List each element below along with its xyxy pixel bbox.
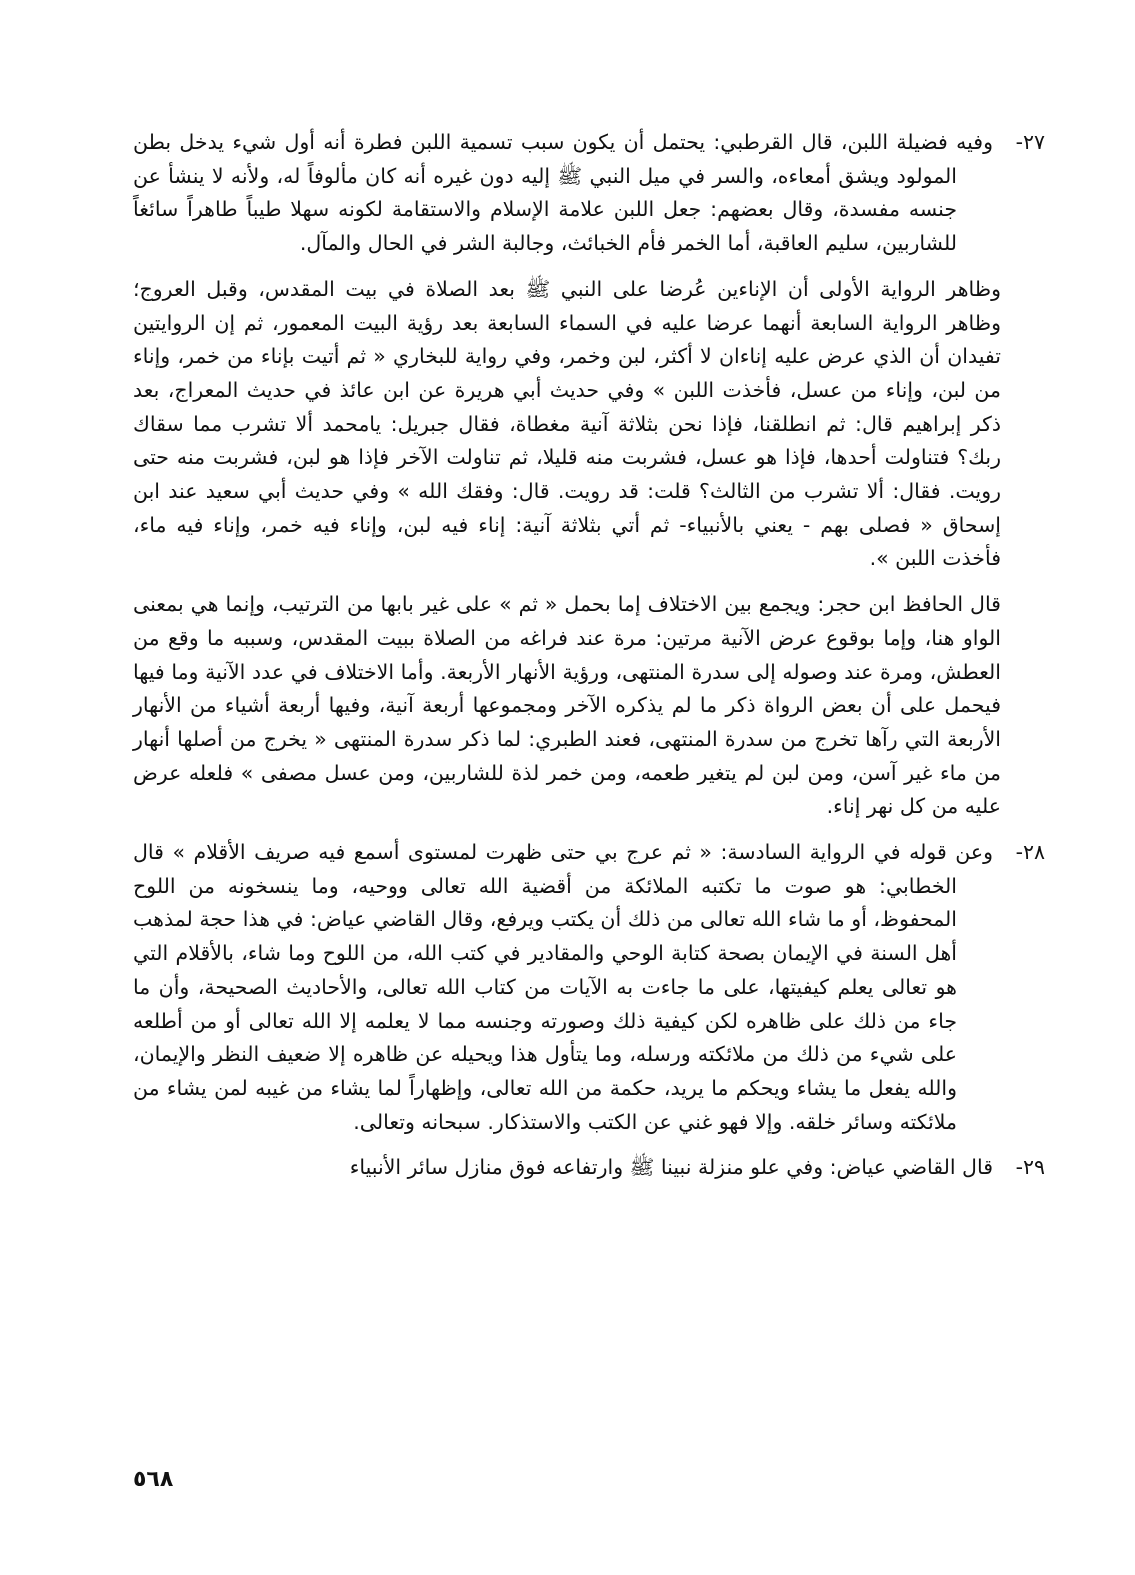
paragraph-ibn-hajar [133,588,1001,824]
paragraph-28: ٢٨-وعن قوله في الرواية السادسة: « ثم عرج بي حتى ظهرت لمستوى أسمع فيه صريف الأقلام » قال الخطابي: هو صوت ما تكتبه الملائكة من أقضية الله تعالى ووحيه، وما ينسخونه من اللوح المحفوظ، أو ما شاء الله تعالى من ذلك أن يكتب ويرفع، وقال القاضي عياض: في هذا حجة لمذهب أهل السنة في الإيمان بصحة كتابة الوحي والمقادير في كتب الله، من اللوح وما شاء، بالأقلام التي هو تعالى يعلم كيفيتها، على ما جاءت به الآيات من كتاب الله تعالى، والأحاديث الصحيحة، وأن ما جاء من ذلك على ظاهره لكن كيفية ذلك وصورته وجنسه مما لا يعلمه إلا الله تعالى أو من أطلعه على شيء من ذلك من ملائكته ورسله، وما يتأول هذا ويحيله عن ظاهره إلا ضعيف النظر والإيمان، والله يفعل ما يشاء ويحكم ما يريد، حكمة من الله تعالى، وإظهاراً لما يشاء من غيبه لمن يشاء من ملائكته وسائر خلقه. وإلا فهو غني عن الكتب والاستذكار. سبحانه وتعالى. [133,840,1045,1134]
page-number: ٥٦٨ [133,1467,174,1492]
paragraph-text: وفيه فضيلة اللبن، قال القرطبي: يحتمل أن يكون سبب تسمية اللبن فطرة أنه أول شيء يدخل بطن المولود ويشق أمعاءه، والسر في ميل النبي ﷺ إليه دون غيره أنه كان مألوفاً له، ولأنه لا ينشأ عن جنسه مفسدة، وقال بعضهم: جعل اللبن علامة الإسلام والاستقامة لكونه سهلا طيباً طاهراً سائغاً للشاربين، سليم العاقبة، أما الخمر فأم الخبائث، وجالبة الشر في الحال والمآل. [133,130,993,256]
paragraph-narrations [133,273,1001,576]
text-column [133,126,1045,1185]
paragraph-27: ٢٧-وفيه فضيلة اللبن، قال القرطبي: يحتمل أن يكون سبب تسمية اللبن فطرة أنه أول شيء يدخل بطن المولود ويشق أمعاءه، والسر في ميل النبي ﷺ إليه دون غيره أنه كان مألوفاً له، ولأنه لا ينشأ عن جنسه مفسدة، وقال بعضهم: جعل اللبن علامة الإسلام والاستقامة لكونه سهلا طيباً طاهراً سائغاً للشاربين، سليم العاقبة، أما الخمر فأم الخبائث، وجالبة الشر في الحال والمآل. [133,130,1045,256]
paragraph-text: قال القاضي عياض: وفي علو منزلة نبينا ﷺ وارتفاعه فوق منازل سائر الأنبياء [349,1155,993,1180]
paragraph-text: قال الحافظ ابن حجر: ويجمع بين الاختلاف إما بحمل « ثم » على غير بابها من الترتيب، وإنما هي بمعنى الواو هنا، وإما بوقوع عرض الآنية مرتين: مرة عند فراغه من الصلاة ببيت المقدس، وسببه ما وقع من العطش، ومرة عند وصوله إلى سدرة المنتهى، ورؤية الأنهار الأربعة. وأما الاختلاف في عدد الآنية وما فيها فيحمل على أن بعض الرواة ذكر ما لم يذكره الآخر ومجموعها أربعة آنية، وفيها أربعة أشياء من الأنهار الأربعة التي رآها تخرج من سدرة المنتهى، فعند الطبري: لما ذكر سدرة المنتهى « يخرج من أصلها أنهار من ماء غير آسن، ومن لبن لم يتغير طعمه، ومن خمر لذة للشاربين، ومن عسل مصفى » فلعله عرض عليه من كل نهر إناء. [133,592,1001,819]
paragraph-text: وظاهر الرواية الأولى أن الإناءين عُرضا على النبي ﷺ بعد الصلاة في بيت المقدس، وقبل العروج؛ وظاهر الرواية السابعة أنهما عرضا عليه في السماء السابعة بعد رؤية البيت المعمور، ثم إن الروايتين تفيدان أن الذي عرض عليه إناءان لا أكثر، لبن وخمر، وفي رواية للبخاري « ثم أتيت بإناء من خمر، وإناء من لبن، وإناء من عسل، فأخذت اللبن » وفي حديث أبي هريرة عن ابن عائذ في حديث المعراج، بعد ذكر إبراهيم قال: ثم انطلقنا، فإذا نحن بثلاثة آنية مغطاة، فقال جبريل: يامحمد ألا تشرب مما سقاك ربك؟ فتناولت أحدها، فإذا هو عسل، فشربت منه قليلا، ثم تناولت الآخر فإذا هو لبن، فشربت منه حتى رويت. فقال: ألا تشرب من الثالث؟ قلت: قد رويت. قال: وفقك الله » وفي حديث أبي سعيد عند ابن إسحاق « فصلى بهم - يعني بالأنبياء- ثم أتي بثلاثة آنية: إناء فيه لبن، وإناء فيه خمر، وإناء فيه ماء، فأخذت اللبن ». [133,276,1001,571]
paragraph-text: وعن قوله في الرواية السادسة: « ثم عرج بي حتى ظهرت لمستوى أسمع فيه صريف الأقلام » قال الخطابي: هو صوت ما تكتبه الملائكة من أقضية الله تعالى ووحيه، وما ينسخونه من اللوح المحفوظ، أو ما شاء الله تعالى من ذلك أن يكتب ويرفع، وقال القاضي عياض: في هذا حجة لمذهب أهل السنة في الإيمان بصحة كتابة الوحي والمقادير في كتب الله، من اللوح وما شاء، بالأقلام التي هو تعالى يعلم كيفيتها، على ما جاءت به الآيات من كتاب الله تعالى، والأحاديث الصحيحة، وأن ما جاء من ذلك على ظاهره لكن كيفية ذلك وصورته وجنسه مما لا يعلمه إلا الله تعالى أو من أطلعه على شيء من ذلك من ملائكته ورسله، وما يتأول هذا ويحيله عن ظاهره إلا ضعيف النظر والإيمان، والله يفعل ما يشاء ويحكم ما يريد، حكمة من الله تعالى، وإظهاراً لما يشاء من غيبه لمن يشاء من ملائكته وسائر خلقه. وإلا فهو غني عن الكتب والاستذكار. سبحانه وتعالى. [133,840,993,1134]
paragraph-29: ٢٩-قال القاضي عياض: وفي علو منزلة نبينا ﷺ وارتفاعه فوق منازل سائر الأنبياء [349,1155,1045,1180]
